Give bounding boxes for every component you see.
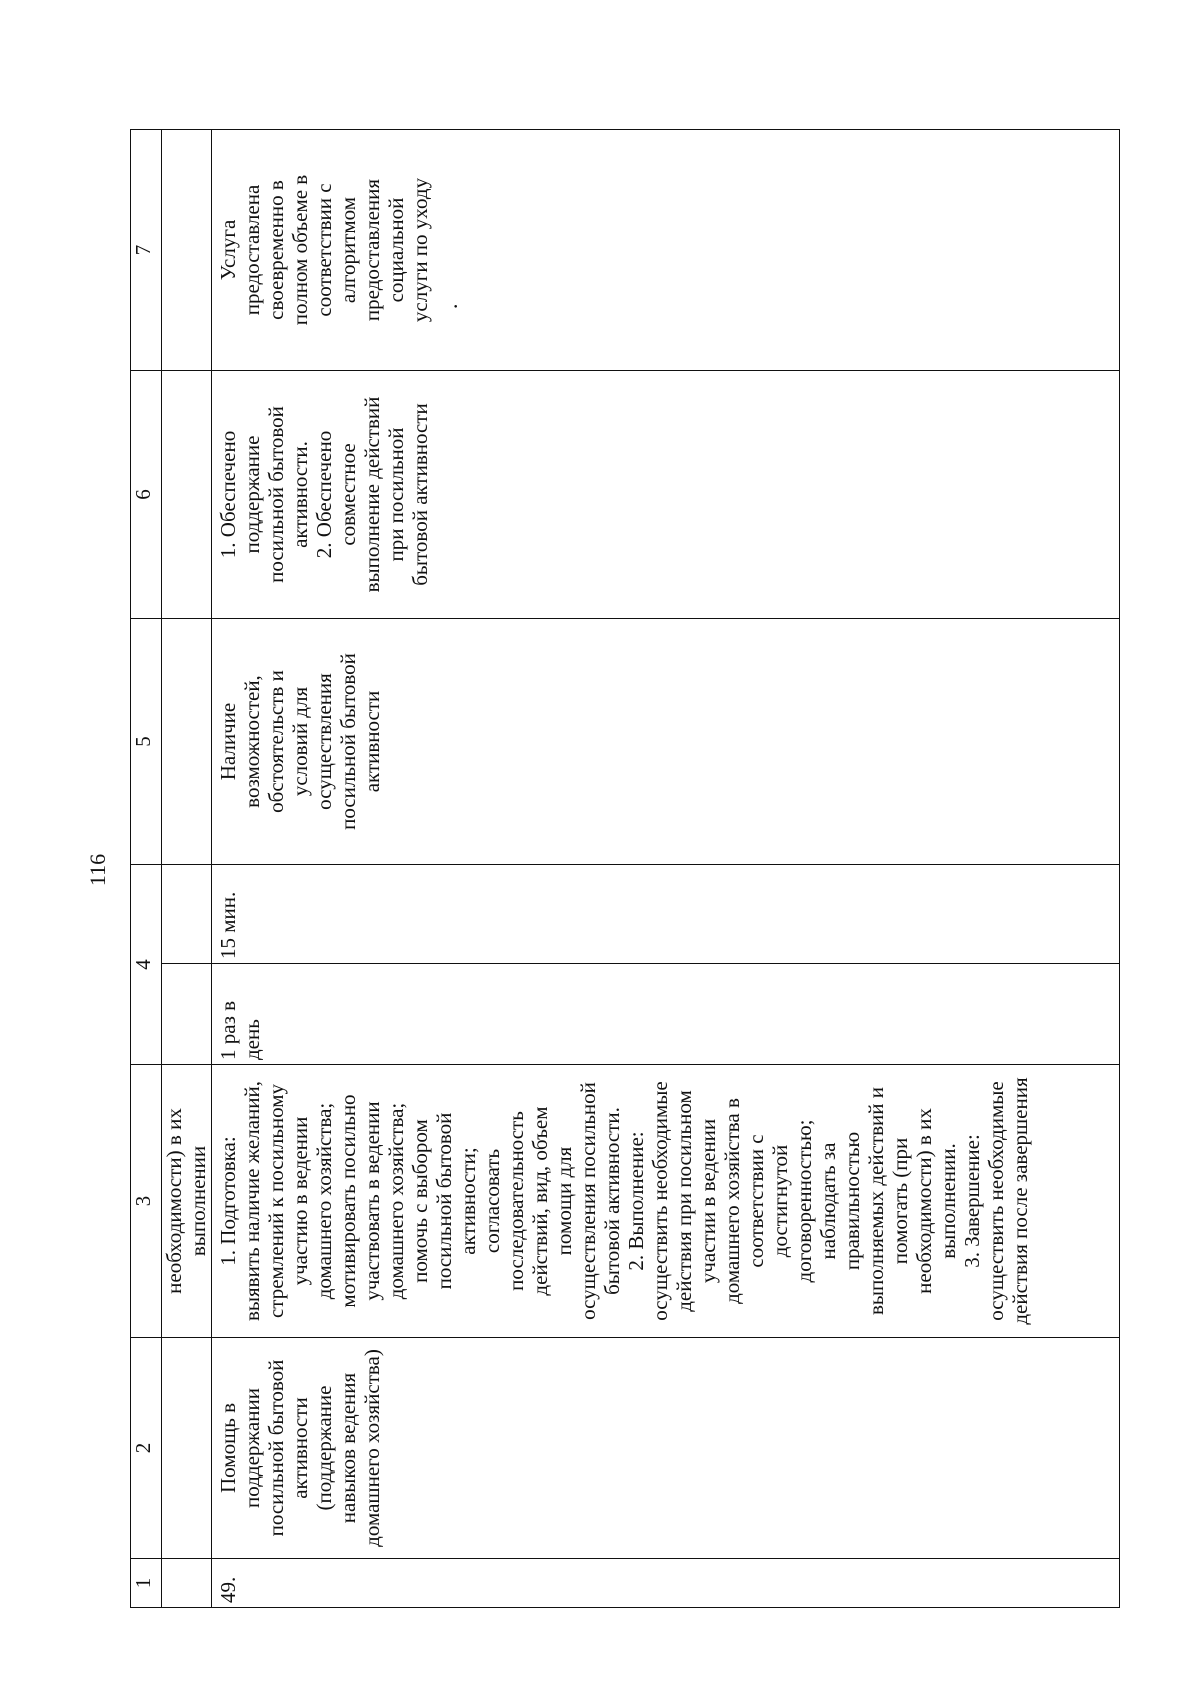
text-line: участии в ведении [696,1118,720,1284]
text-line: посильной бытовой [336,653,360,830]
text-line: 2. Обеспечено [312,430,336,559]
text-line: условий для [288,686,312,797]
text-line: наблюдать за [816,1142,840,1260]
text-line: договоренностью; [792,1119,816,1283]
header-col-6: 6 [131,371,162,619]
header-col-3: 3 [131,1065,162,1338]
text-line: необходимости) в их [912,1108,936,1294]
text-line: достигнутой [768,1144,792,1258]
text-line: соответствии с [312,183,336,317]
text-line: активности. [288,441,312,548]
header-col-2: 2 [131,1338,162,1559]
text-line: действий, вид, объем [528,1106,552,1296]
text-line: осуществления [312,673,336,810]
text-line: 3. Завершение: [960,1134,984,1268]
continuation-row [162,130,212,1608]
table-row [212,130,1120,1608]
text-line: обстоятельств и [264,670,288,813]
text-line: 15 мин. [216,891,240,959]
text-line: полном объеме в [288,174,312,326]
text-line: осуществить необходимые [648,1081,672,1321]
continuation-col3 [162,1065,212,1338]
text-line: осуществления посильной [576,1082,600,1320]
text-line: активности [288,1397,312,1499]
text-line: совместное [336,443,360,546]
text-line: поддержании [240,1388,264,1508]
conditions-cell [212,619,1120,865]
text-line: домашнего хозяйства в [720,1098,744,1304]
text-line: выполняемых действий и [864,1087,888,1315]
text-line: помощи для [552,1146,576,1256]
text-line: услуги по уходу [408,177,432,323]
rotated-table-container [130,130,1120,1608]
text-line: помочь с выбором [408,1119,432,1283]
text-line: (поддержание [312,1385,336,1511]
text-line: 2. Выполнение: [624,1131,648,1271]
frequency-cell [212,964,1120,1065]
services-table [130,129,1120,1608]
quality-cell [212,130,1120,371]
text-line: домашнего хозяйства) [360,1349,384,1547]
text-line: бытовой активности. [600,1107,624,1295]
text-line: согласовать [480,1148,504,1254]
text-line: выявить наличие желаний, [240,1081,264,1321]
page-number: 116 [85,853,110,887]
text-line: посильной бытовой [264,406,288,583]
text-line: действия после завершения [1008,1077,1032,1325]
text-line: алгоритмом [336,196,360,304]
header-col-5: 5 [131,619,162,865]
text-line: участию в ведении [288,1116,312,1286]
text-line: 1. Подготовка: [216,1136,240,1266]
text-line: домашнего хозяйства; [384,1102,408,1300]
service-name-cell [212,1338,1120,1559]
text-line: активности; [456,1147,480,1255]
scan-speck: · [443,302,468,310]
row-number: 49. [212,1559,1120,1608]
duration-cell [212,865,1120,964]
text-line: возможностей, [240,675,264,808]
description-cell [212,1065,1120,1338]
continuation-line: выполнении [186,1145,210,1257]
text-line: выполнении. [936,1143,960,1259]
text-line: последовательность [504,1111,528,1291]
text-line: день [240,1019,264,1060]
text-line: стремлений к посильному [264,1083,288,1319]
text-line: Помощь в [216,1403,240,1493]
text-line: социальной [384,197,408,303]
text-line: своевременно в [264,180,288,320]
text-line: поддержание [240,435,264,554]
text-line: предоставлена [240,184,264,316]
text-line: 1. Обеспечено [216,430,240,559]
text-line: Услуга [216,219,240,281]
text-line: осуществить необходимые [984,1081,1008,1321]
text-line: участвовать в ведении [360,1101,384,1301]
header-col-7: 7 [131,130,162,371]
header-col-4: 4 [131,865,162,1065]
text-line: бытовой активности [408,403,432,586]
text-line: навыков ведения [336,1372,360,1524]
header-col-1: 1 [131,1559,162,1608]
text-line: активности [360,690,384,793]
text-line: посильной бытовой [432,1112,456,1290]
text-line: Наличие [216,702,240,781]
text-line: 1 раз в [216,1000,240,1060]
text-line: выполнение действий [360,396,384,593]
text-line: помогать (при [888,1137,912,1265]
header-row [131,130,162,1608]
text-line: мотивировать посильно [336,1094,360,1308]
text-line: при посильной [384,427,408,562]
text-line: предоставления [360,178,384,322]
text-line: посильной бытовой [264,1359,288,1537]
text-line: действия при посильном [672,1090,696,1312]
text-line: правильностью [840,1131,864,1271]
text-line: соответствии с [744,1134,768,1268]
results-cell [212,371,1120,619]
continuation-line: необходимости) в их [162,1108,186,1294]
text-line: домашнего хозяйства; [312,1102,336,1300]
